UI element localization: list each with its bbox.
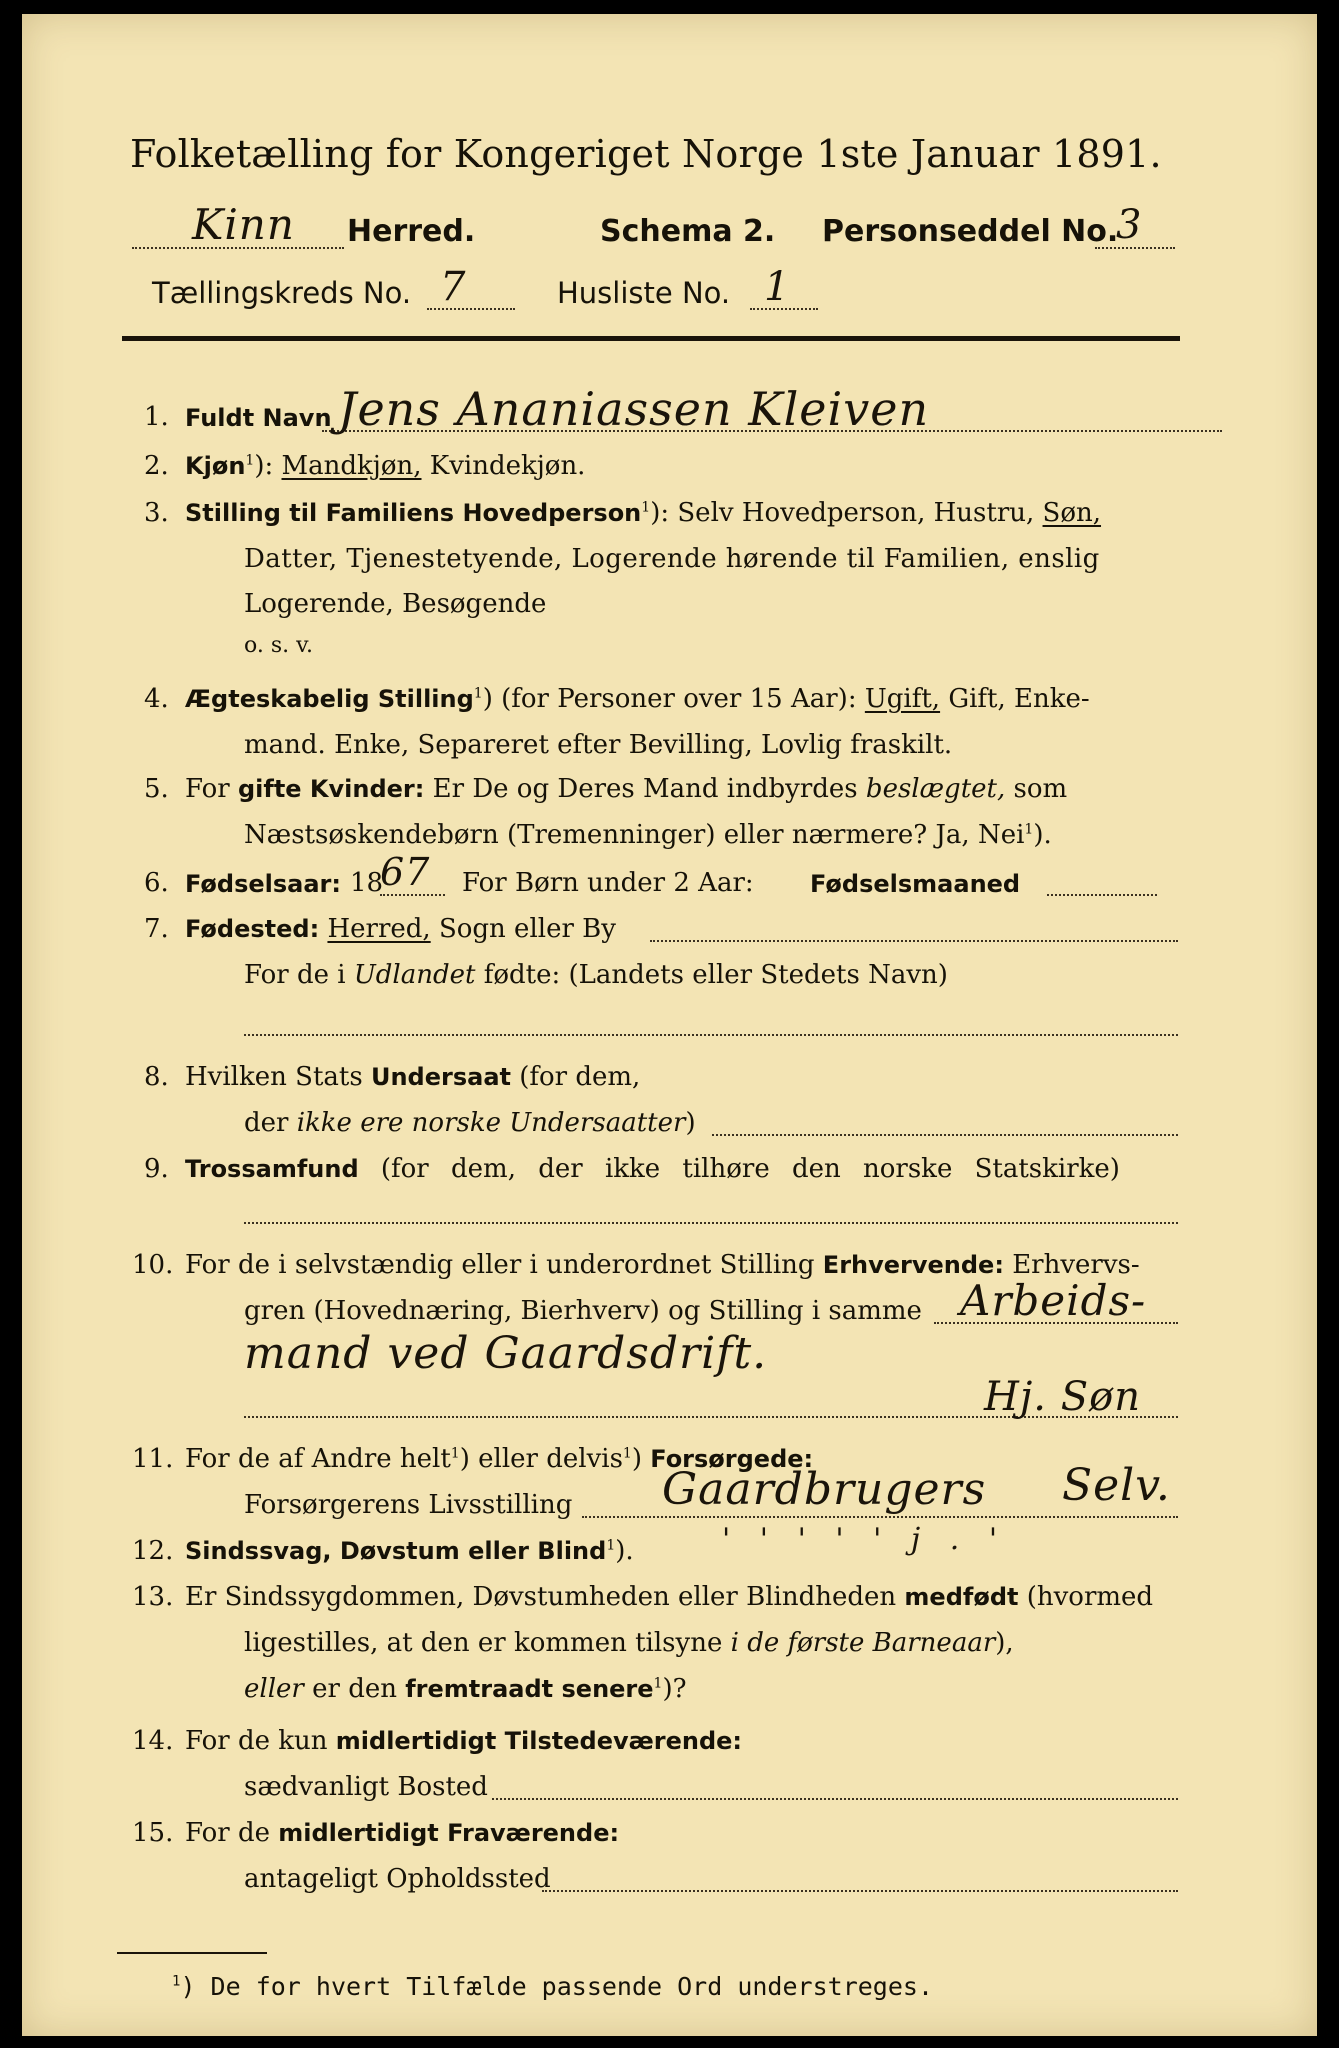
item-9-dotline	[244, 1222, 1178, 1224]
full-name-handwriting: Jens Ananiassen Kleiven	[338, 382, 930, 436]
item-8-label: Undersaat	[370, 1063, 511, 1091]
gender-female-option: Kvindekjøn.	[429, 451, 586, 481]
item-15-line2: antageligt Opholdssted	[244, 1864, 551, 1894]
item-7-italic: Udlandet	[353, 960, 476, 990]
tællingskreds-handwriting: 7	[440, 264, 467, 310]
item-12-end: ).	[615, 1536, 634, 1566]
item-13-italic: i de første Barneaar	[730, 1628, 996, 1658]
item-10-label: Erhvervende:	[822, 1251, 1004, 1279]
item-5-pre: For	[185, 774, 230, 804]
item-8-line2	[244, 1108, 696, 1138]
occupation-handwriting-1: Arbeids-	[960, 1276, 1147, 1325]
item-13-line3-italic: eller	[244, 1674, 304, 1704]
item-7-label: Fødested:	[185, 915, 320, 943]
personseddel-label: Personseddel No.	[822, 214, 1119, 249]
item-11-mid2: )	[631, 1444, 642, 1474]
item-9-rest: (for dem, der ikke tilhøre den norske Statskirke)	[380, 1154, 1120, 1184]
item-8-line2-pre: der	[244, 1108, 289, 1138]
item-11-mid: ) eller delvis	[459, 1444, 623, 1474]
item-15-number: 15.	[132, 1818, 174, 1848]
item-13-line2-pre: ligestilles, at den er kommen tilsyne	[244, 1628, 723, 1658]
item-13-line1-pre: Er Sindssygdommen, Døvstumheden eller Blindheden	[185, 1582, 897, 1612]
item-1-number: 1.	[144, 402, 169, 432]
item-3-number: 3.	[144, 498, 169, 528]
husliste-handwriting: 1	[764, 264, 791, 310]
item-3-line4: o. s. v.	[244, 633, 313, 658]
item-11-sup1: 1	[450, 1445, 460, 1462]
item-7-line2	[244, 960, 948, 990]
footnote	[172, 1972, 933, 2001]
item-10-end: Erhvervs-	[1012, 1250, 1140, 1280]
header-rule	[122, 336, 1180, 341]
occupation-handwriting-2: mand ved Gaardsdrift.	[244, 1328, 768, 1379]
tællingskreds-label: Tællingskreds No.	[152, 276, 412, 310]
item-2-number: 2.	[144, 451, 169, 481]
item-13-line3	[244, 1674, 687, 1704]
form-title: Folketælling for Kongeriget Norge 1ste Januar 1891.	[130, 132, 1162, 176]
item-11-dotline	[582, 1516, 1178, 1518]
item-7-number: 7.	[144, 914, 169, 944]
item-11-pre: For de af Andre helt	[185, 1444, 451, 1474]
footnote-rule	[117, 1952, 267, 1954]
item-8-number: 8.	[144, 1062, 169, 1092]
item-14-label: midlertidigt Tilstedeværende:	[335, 1727, 743, 1755]
item-13-bold: medfødt	[904, 1583, 1019, 1611]
item-5-number: 5.	[144, 774, 169, 804]
item-9-label: Trossamfund	[185, 1155, 359, 1183]
item-15-line1	[185, 1818, 619, 1848]
item-13-line3-pre: er den	[312, 1674, 397, 1704]
item-6-label: Fødselsaar:	[185, 870, 341, 898]
item-4-sup: 1	[473, 685, 483, 702]
item-11-sup2: 1	[622, 1445, 632, 1462]
marital-unmarried-option: Ugift,	[864, 684, 941, 714]
provider-self-handwriting: Selv.	[1062, 1460, 1171, 1511]
item-2-label: Kjøn	[185, 452, 246, 480]
item-3-line2: Datter, Tjenestetyende, Logerende hørende til Familien, enslig	[244, 544, 1100, 574]
item-5-line1-end: som	[1013, 774, 1068, 804]
item-12-number: 12.	[132, 1536, 174, 1566]
item-11-line2: Forsørgerens Livsstilling	[244, 1490, 573, 1520]
item-14-line2: sædvanligt Bosted	[244, 1772, 488, 1802]
item-5-line1-rest: Er De og Deres Mand indbyrdes	[432, 774, 858, 804]
item-8-pre: Hvilken Stats	[185, 1062, 363, 1092]
item-3-sup: 1	[641, 499, 651, 516]
item-13-line1	[185, 1582, 1153, 1612]
item-10-number: 10.	[132, 1250, 174, 1280]
herred-label: Herred.	[347, 214, 476, 249]
birth-year-dotline	[380, 894, 445, 896]
item-12-sup: 1	[606, 1537, 616, 1554]
husliste-label: Husliste No.	[557, 276, 731, 310]
herred-handwriting: Kinn	[192, 200, 295, 249]
footnote-text: ) De for hvert Tilfælde passende Ord understreges.	[180, 1972, 934, 2001]
item-8-dotline	[712, 1134, 1178, 1136]
item-13-sup: 1	[653, 1675, 663, 1692]
item-13-number: 13.	[132, 1582, 174, 1612]
schema-label: Schema 2.	[600, 214, 776, 249]
item-12-label: Sindssvag, Døvstum eller Blind	[185, 1537, 607, 1565]
item-14-pre: For de kun	[185, 1726, 328, 1756]
item-3-line3: Logerende, Besøgende	[244, 589, 547, 619]
census-form	[22, 14, 1317, 2036]
item-4-line2: mand. Enke, Separeret efter Bevilling, Lovlig fraskilt.	[244, 730, 953, 760]
item-9-number: 9.	[144, 1154, 169, 1184]
item-5-line2-text: Næstsøskendebørn (Tremenninger) eller nærmere? Ja, Nei	[244, 820, 1025, 850]
provider-handwriting: Gaardbrugers	[662, 1464, 987, 1515]
item-7-dotline	[650, 940, 1178, 942]
item-5-italic: beslægtet,	[865, 774, 1006, 804]
item-2-line	[185, 451, 585, 481]
relation-son-option: Søn,	[1042, 498, 1102, 528]
item-5-label: gifte Kvinder:	[237, 775, 425, 803]
birth-year-prefix: 18	[350, 868, 384, 898]
item-13-line3-bold: fremtraadt senere	[405, 1675, 654, 1703]
item-13-line2-end: ),	[995, 1628, 1014, 1658]
item-7-line1	[185, 914, 616, 944]
item-7-dotline-2	[244, 1034, 1178, 1036]
birthplace-herred-option: Herred,	[327, 914, 431, 944]
item-3-label: Stilling til Familiens Hovedperson	[185, 499, 642, 527]
item-10-line2: gren (Hovednæring, Bierhverv) og Stilling i samme	[244, 1296, 922, 1326]
item-12-line1	[185, 1536, 634, 1566]
item-2-colon: ):	[254, 451, 274, 481]
birth-month-dotline	[1047, 894, 1157, 896]
item-5-sup: 1	[1024, 821, 1034, 838]
item-2-sup: 1	[245, 452, 255, 469]
item-7-line2-rest: fødte: (Landets eller Stedets Navn)	[483, 960, 948, 990]
item-3-line1-rest: ): Selv Hovedperson, Hustru,	[650, 498, 1035, 528]
birth-year-handwriting: 67	[380, 850, 431, 894]
item-13-line1-end: (hvormed	[1026, 1582, 1154, 1612]
birth-month-label: Fødselsmaaned	[810, 870, 1021, 898]
disability-ditto-marks: ' ' ' ' ' j . '	[722, 1522, 1008, 1557]
item-7-line2-pre: For de i	[244, 960, 346, 990]
item-14-number: 14.	[132, 1726, 174, 1756]
item-15-dotline	[542, 1890, 1178, 1892]
gender-male-option: Mandkjøn,	[281, 451, 422, 481]
occupation-handwriting-3: Hj. Søn	[984, 1374, 1141, 1420]
item-13-line2	[244, 1628, 1014, 1658]
personseddel-handwriting: 3	[1116, 202, 1143, 248]
item-8-italic: ikke ere norske Undersaatter	[296, 1108, 686, 1138]
item-3-line1	[185, 498, 1101, 528]
item-9-line1	[185, 1154, 1120, 1184]
item-4-line1-rest: ) (for Personer over 15 Aar):	[482, 684, 857, 714]
item-5-line2	[244, 820, 1052, 850]
item-4-number: 4.	[144, 684, 169, 714]
item-8-line1	[185, 1062, 640, 1092]
item-6-middle: For Børn under 2 Aar:	[462, 868, 754, 898]
item-15-pre: For de	[185, 1818, 270, 1848]
item-14-line1	[185, 1726, 742, 1756]
item-7-rest: Sogn eller By	[438, 914, 616, 944]
item-8-line2-end: )	[685, 1108, 696, 1138]
item-14-dotline	[492, 1798, 1178, 1800]
footnote-sup: 1	[172, 1973, 181, 1990]
item-11-number: 11.	[132, 1444, 174, 1474]
item-1-label: Fuldt Navn	[185, 404, 332, 432]
item-11-label: Forsørgede:	[650, 1445, 814, 1473]
item-4-line1-end: Gift, Enke-	[948, 684, 1090, 714]
item-10-pre: For de i selvstændig eller i underordnet Stilling	[185, 1250, 815, 1280]
item-4-label: Ægteskabelig Stilling	[185, 685, 474, 713]
item-13-line3-end: )?	[662, 1674, 687, 1704]
item-15-label: midlertidigt Fraværende:	[278, 1819, 620, 1847]
item-5-line2-end: ).	[1033, 820, 1052, 850]
item-6-number: 6.	[144, 868, 169, 898]
item-5-line1	[185, 774, 1067, 804]
item-4-line1	[185, 684, 1090, 714]
item-8-rest: (for dem,	[519, 1062, 641, 1092]
